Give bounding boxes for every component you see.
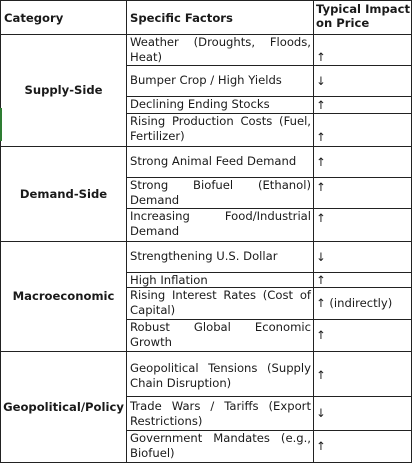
category-label: Macroeconomic [12, 289, 115, 303]
header-impact: Typical Impact on Price [316, 2, 410, 30]
category-label: Supply-Side [24, 83, 103, 97]
factor-cell: High Inflation [130, 273, 208, 287]
factor-cell: Declining Ending Stocks [130, 97, 270, 111]
factor-cell: Bumper Crop / High Yields [130, 73, 282, 87]
impact-cell: ↓ [316, 73, 326, 88]
factor-cell: Strong Biofuel (Ethanol) Demand [130, 178, 311, 207]
factor-cell: Trade Wars / Tariffs (Export Restrictions) [130, 399, 311, 428]
category-label: Demand-Side [19, 186, 108, 201]
category-label: Geopolitical/Policy [3, 399, 124, 414]
impact-cell: ↑ (indirectly) [316, 296, 393, 310]
factor-cell: Strong Animal Feed Demand [130, 154, 297, 168]
impact-cell: ↑ [316, 368, 326, 382]
impact-cell: ↑ [316, 328, 326, 342]
impact-cell: ↑ [316, 180, 326, 194]
impact-cell: ↓ [316, 249, 326, 264]
factor-cell: Robust Global Economic Growth [130, 320, 311, 349]
impact-cell: ↑ [316, 130, 326, 144]
impact-cell: ↑ [316, 211, 326, 225]
factor-cell: Increasing Food/Industrial Demand [130, 209, 311, 238]
factor-cell: Geopolitical Tensions (Supply Chain Disruption) [130, 361, 311, 390]
factor-cell: Strengthening U.S. Dollar [130, 249, 278, 263]
factor-cell: Rising Interest Rates (Cost of Capital) [130, 288, 311, 317]
factor-cell: Weather (Droughts, Floods, Heat) [130, 35, 311, 64]
factor-cell: Government Mandates (e.g., Biofuel) [130, 431, 311, 460]
table-border-right [411, 0, 412, 463]
header-category: Category [4, 11, 64, 25]
impact-cell: ↑ [316, 439, 326, 453]
impact-cell: ↑ [316, 97, 326, 112]
impact-cell: ↑ [316, 154, 326, 169]
header-factors: Specific Factors [130, 11, 233, 25]
factor-cell: Rising Production Costs (Fuel, Fertilizer) [130, 114, 311, 143]
column-divider-category [126, 0, 127, 463]
impact-cell: ↑ [316, 273, 326, 287]
table-border-top [0, 0, 412, 1]
impact-cell: ↓ [316, 406, 326, 420]
impact-cell: ↑ [316, 50, 326, 64]
